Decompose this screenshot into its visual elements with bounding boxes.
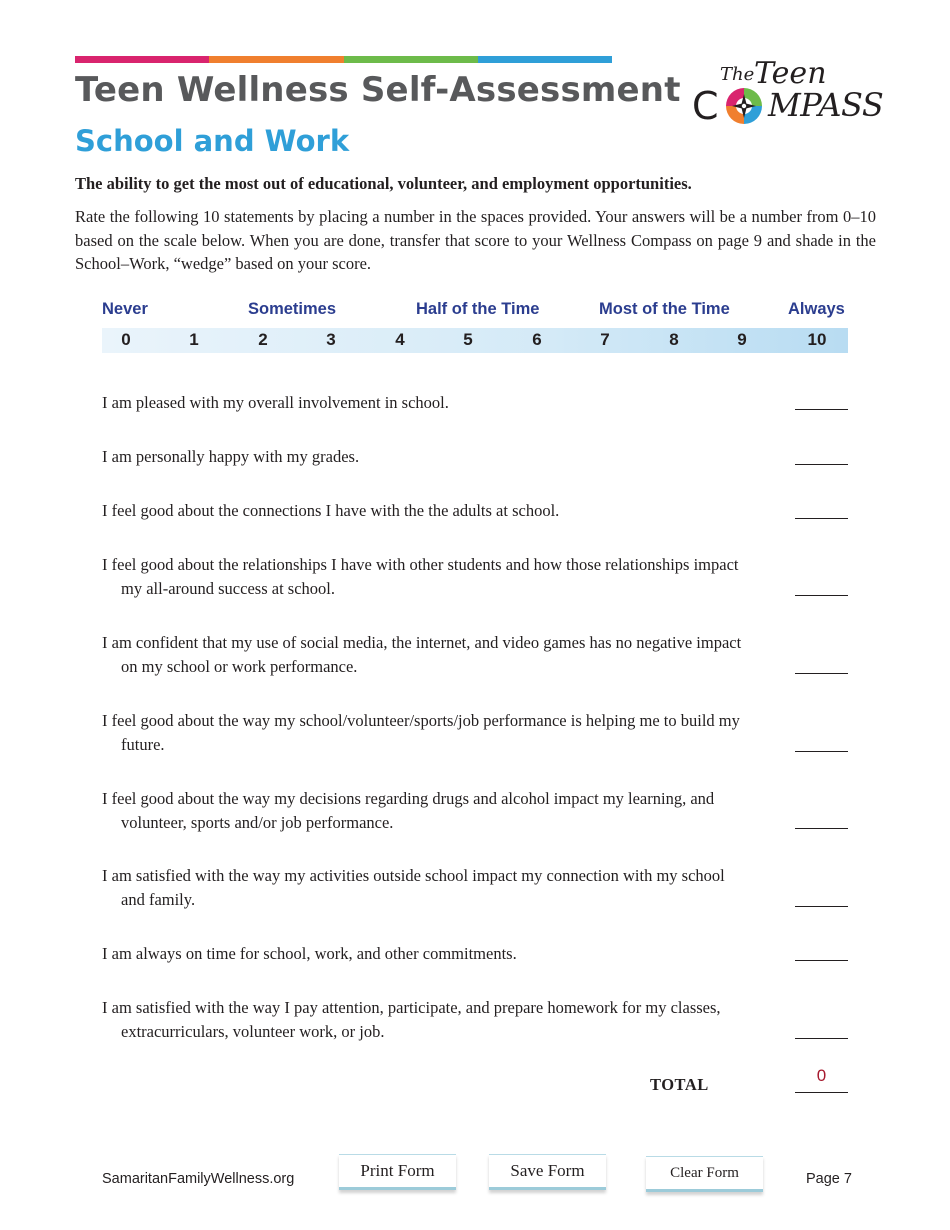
footer-website: SamaritanFamilyWellness.org [102,1171,295,1187]
answer-field-3[interactable] [795,518,848,519]
page-title: Teen Wellness Self-Assessment [75,70,681,110]
scale-number: 8 [669,330,679,349]
scale-number: 6 [532,330,542,349]
print-form-button[interactable]: Print Form [339,1154,456,1190]
header-color-bar [75,56,612,63]
rating-scale-bar [102,328,848,353]
total-score-field[interactable]: 0 [816,1066,827,1085]
scale-label-half: Half of the Time [416,300,540,318]
scale-number: 10 [807,330,827,349]
answer-field-7[interactable] [795,828,848,829]
scale-number: 5 [463,330,473,349]
color-segment-blue [478,56,612,63]
scale-label-always: Always [788,300,845,318]
statement-10: I am satisfied with the way I pay attention, participate, and prepare homework for my classes, extracurriculars, volunteer work, or job. [102,998,721,1041]
answer-field-6[interactable] [795,751,848,752]
scale-number: 4 [395,330,405,349]
color-segment-green [344,56,478,63]
answer-field-4[interactable] [795,595,848,596]
scale-number: 0 [121,330,131,349]
scale-label-never: Never [102,300,148,318]
statement-6: I feel good about the way my school/volunteer/sports/job performance is helping me to build my future. [102,711,740,754]
answer-field-2[interactable] [795,464,848,465]
color-segment-pink [75,56,209,63]
teen-compass-logo [690,56,884,135]
statement-3: I feel good about the connections I have with the the adults at school. [102,501,560,520]
color-segment-orange [209,56,343,63]
rating-scale-labels [102,300,848,324]
statement-9: I am always on time for school, work, and other commitments. [102,944,517,963]
scale-number: 7 [600,330,610,349]
save-form-button[interactable]: Save Form [489,1154,606,1190]
statement-5: I am confident that my use of social media, the internet, and video games has no negative impact on my school or work performance. [102,633,742,676]
answer-field-1[interactable] [795,409,848,410]
total-label: TOTAL [650,1075,709,1094]
section-title: School and Work [75,124,350,158]
instructions-text: Rate the following 10 statements by placing a number in the spaces provided. Your answers will be a number from 0–10 based on the scale below. When you are done, transfer that score to your Wellness Compass on page 9 and shade in the School–Work, “wedge” based on your score. [75,207,876,273]
statement-8: I am satisfied with the way my activities outside school impact my connection with my school and family. [102,866,725,909]
page-number: Page 7 [806,1171,852,1187]
statement-2: I am personally happy with my grades. [102,447,360,466]
scale-label-sometimes: Sometimes [248,300,337,318]
scale-number: 2 [258,330,268,349]
scale-label-most: Most of the Time [599,300,730,318]
logo-word-the: The [720,64,755,85]
scale-number: 1 [189,330,199,349]
compass-rose-icon [722,84,766,128]
answer-field-9[interactable] [795,960,848,961]
statement-4: I feel good about the relationships I have with other students and how those relationships impact my all-around success at school. [102,555,739,598]
scale-number: 9 [737,330,747,349]
answer-field-5[interactable] [795,673,848,674]
statement-1: I am pleased with my overall involvement in school. [102,393,449,412]
total-line [795,1092,848,1093]
answer-field-8[interactable] [795,906,848,907]
logo-word-mpass: MPASS [768,86,884,124]
answer-field-10[interactable] [795,1038,848,1039]
section-description: The ability to get the most out of educational, volunteer, and employment opportunities. [75,174,692,193]
scale-number: 3 [326,330,336,349]
logo-word-teen: Teen [754,56,827,91]
logo-letter-c: C [692,84,719,128]
statement-7: I feel good about the way my decisions regarding drugs and alcohol impact my learning, and volunteer, sports and/or job performance. [102,789,715,832]
clear-form-button[interactable]: Clear Form [646,1156,763,1192]
